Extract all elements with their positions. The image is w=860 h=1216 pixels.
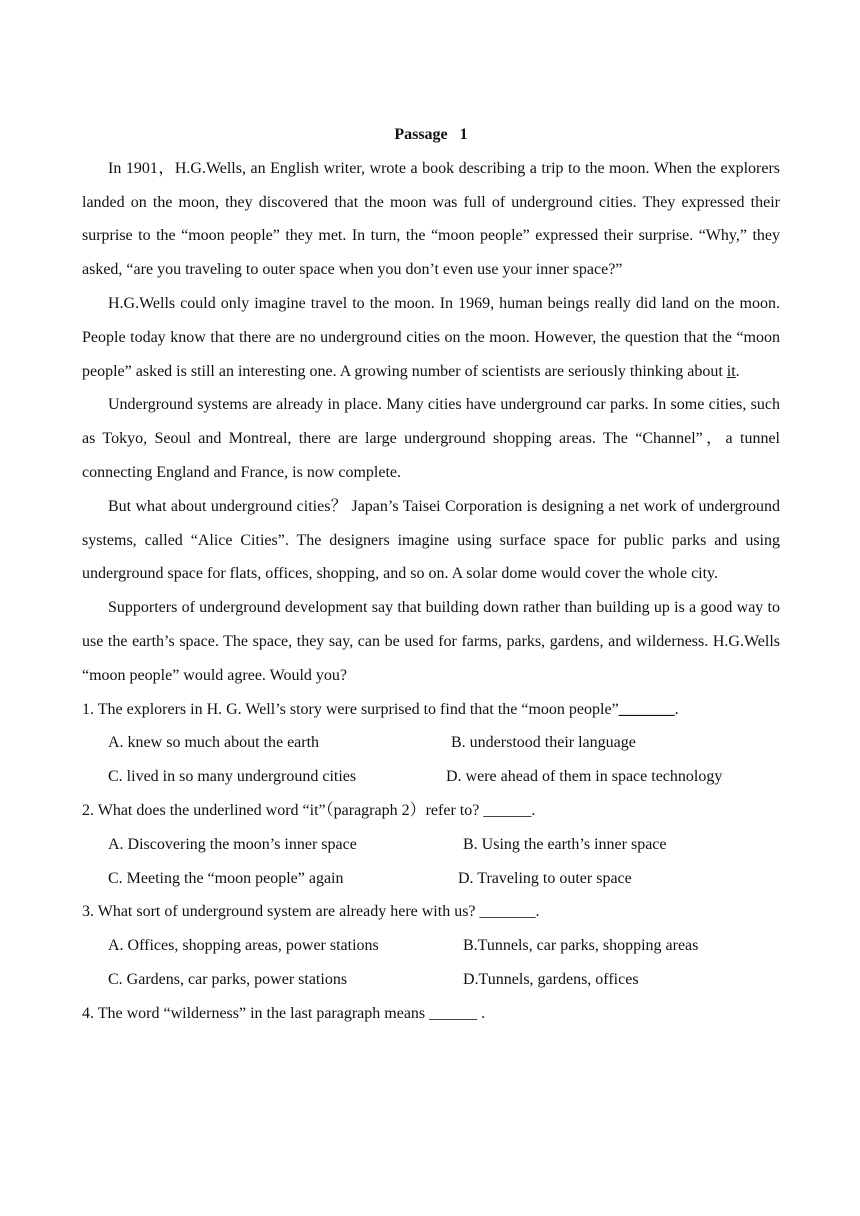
question-1-options-row-1: [82, 726, 780, 760]
passage-title: Passage 1: [394, 126, 468, 143]
question-3-option-d[interactable]: D.Tunnels, gardens, offices: [463, 970, 639, 988]
paragraph-4: But what about underground cities？ Japan’s Taisei Corporation is designing a net work of underground systems, called “Alice Cities”. The designers imagine using surface space for public parks and using underground space for flats, offices, shopping, and so on. A solar dome would cover the whole city.: [82, 497, 780, 583]
question-2-option-a[interactable]: A. Discovering the moon’s inner space: [108, 835, 357, 853]
question-1-options-row-2: [82, 760, 780, 794]
question-3-option-a[interactable]: A. Offices, shopping areas, power stations: [108, 937, 379, 955]
question-3-options-row-1: [82, 929, 780, 963]
question-1-end: .: [674, 700, 679, 718]
paragraph-3: Underground systems are already in place. Many cities have underground car parks. In some cities, such as Tokyo, Seoul and Montreal, there are large underground shopping areas. The “Channel”，a tunnel connecting England and France, is now complete.: [82, 396, 780, 481]
question-3: 3. What sort of underground system are already here with us? _______.: [82, 903, 540, 921]
paragraph-2: [82, 287, 780, 388]
question-2-option-b[interactable]: B. Using the earth’s inner space: [463, 835, 667, 853]
question-2-option-d[interactable]: D. Traveling to outer space: [458, 869, 632, 887]
question-1-option-a[interactable]: A. knew so much about the earth: [108, 734, 320, 752]
question-3-option-b[interactable]: B.Tunnels, car parks, shopping areas: [463, 937, 699, 955]
paragraph-5: Supporters of underground development say that building down rather than building up is a good way to use the earth’s space. The space, they say, can be used for farms, parks, gardens, and wilderness. H.G.Wells “moon people” would agree. Would you?: [82, 599, 780, 684]
paragraph-1: In 1901，H.G.Wells, an English writer, wrote a book describing a trip to the moon. When the explorers landed on the moon, they discovered that the moon was full of underground cities. They expressed their surprise to the “moon people” they met. In turn, the “moon people” expressed their surprise. “Why,” they asked, “are you traveling to outer space when you don’t even use your inner space?”: [82, 159, 780, 279]
paragraph-2-end: .: [735, 362, 740, 380]
question-2-options-row-2: [82, 862, 780, 896]
question-4: 4. The word “wilderness” in the last paragraph means ______ .: [82, 1004, 486, 1022]
question-2-option-c[interactable]: C. Meeting the “moon people” again: [108, 869, 344, 887]
question-1-option-d[interactable]: D. were ahead of them in space technology: [446, 768, 723, 786]
paragraph-2-text: H.G.Wells could only imagine travel to the moon. In 1969, human beings really did land on the moon. People today know that there are no underground cities on the moon. However, the question that the “moon people” asked is still an interesting one. A growing number of scientists are seriously thinking about: [82, 294, 780, 380]
underlined-word-it: it: [726, 362, 736, 380]
question-1: [82, 693, 780, 727]
question-2: 2. What does the underlined word “it”（paragraph 2）refer to? ______.: [82, 801, 536, 819]
question-1-option-b[interactable]: B. understood their language: [451, 734, 636, 752]
question-1-blank: _______: [618, 700, 675, 718]
question-3-options-row-2: [82, 963, 780, 997]
question-2-options-row-1: [82, 828, 780, 862]
document-page: [82, 118, 780, 1031]
question-3-option-c[interactable]: C. Gardens, car parks, power stations: [108, 970, 348, 988]
question-1-option-c[interactable]: C. lived in so many underground cities: [108, 768, 357, 786]
question-1-stem: 1. The explorers in H. G. Well’s story were surprised to find that the “moon people”: [82, 700, 619, 718]
